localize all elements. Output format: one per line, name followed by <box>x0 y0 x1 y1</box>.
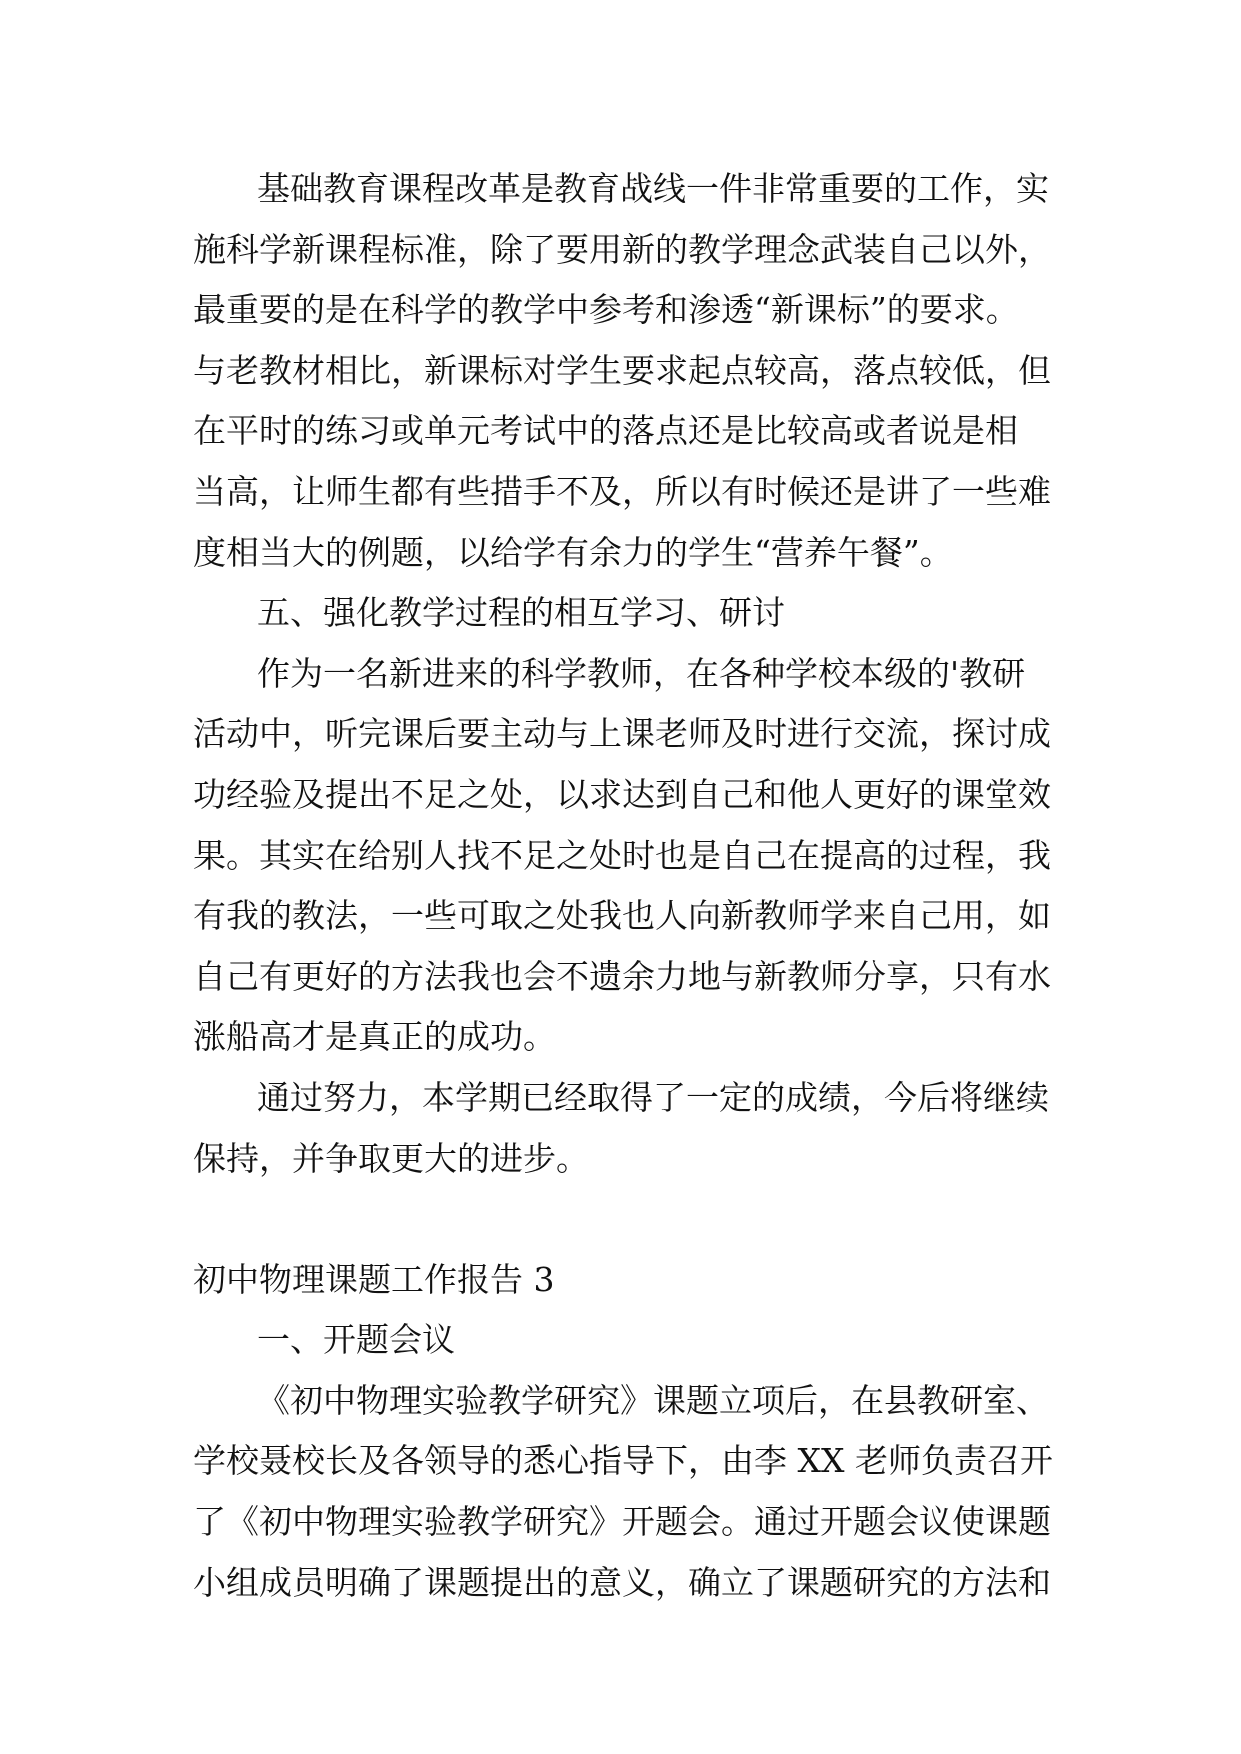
paragraph-line: 有我的教法，一些可取之处我也人向新教师学来自己用，如 <box>193 896 1051 936</box>
paragraph-line: 自己有更好的方法我也会不遗余力地与新教师分享，只有水 <box>193 956 1051 996</box>
paragraph-line: 涨船高才是真正的成功。 <box>193 1017 556 1057</box>
paragraph-line: 当高，让师生都有些措手不及，所以有时候还是讲了一些难 <box>193 471 1051 511</box>
blank-line <box>193 1189 1053 1250</box>
paragraph-line: 与老教材相比，新课标对学生要求起点较高，落点较低，但 <box>193 350 1051 390</box>
paragraph-line: 通过努力，本学期已经取得了一定的成绩，今后将继续 <box>257 1077 1049 1117</box>
paragraph-line: 功经验及提出不足之处，以求达到自己和他人更好的课堂效 <box>193 774 1051 814</box>
paragraph-line: 施科学新课程标准，除了要用新的教学理念武装自己以外， <box>193 229 1051 269</box>
paragraph-line: 基础教育课程改革是教育战线一件非常重要的工作，实 <box>257 169 1049 208</box>
section-heading: 五、强化教学过程的相互学习、研讨 <box>257 593 785 633</box>
paragraph-line: 活动中，听完课后要主动与上课老师及时进行交流，探讨成 <box>193 714 1051 754</box>
report-title: 初中物理课题工作报告 3 <box>193 1259 555 1299</box>
paragraph-line: 学校聂校长及各领导的悉心指导下，由李 XX 老师负责召开 <box>193 1441 1053 1481</box>
paragraph-line: 保持，并争取更大的进步。 <box>193 1138 589 1178</box>
paragraph-line: 了《初中物理实验教学研究》开题会。通过开题会议使课题 <box>193 1502 1051 1542</box>
document-body <box>193 159 1053 1613</box>
section-heading: 一、开题会议 <box>257 1320 455 1360</box>
paragraph-line: 在平时的练习或单元考试中的落点还是比较高或者说是相 <box>193 411 1018 451</box>
paragraph-line: 作为一名新进来的科学教师，在各种学校本级的'教研 <box>257 653 1026 693</box>
paragraph-line: 果。其实在给别人找不足之处时也是自己在提高的过程，我 <box>193 835 1051 875</box>
paragraph-line: 最重要的是在科学的教学中参考和渗透“新课标”的要求。 <box>193 290 1019 330</box>
paragraph-line: 《初中物理实验教学研究》课题立项后，在县教研室、 <box>257 1380 1049 1420</box>
paragraph-line: 小组成员明确了课题提出的意义，确立了课题研究的方法和 <box>193 1562 1051 1602</box>
paragraph-line: 度相当大的例题，以给学有余力的学生“营养午餐”。 <box>193 532 953 572</box>
